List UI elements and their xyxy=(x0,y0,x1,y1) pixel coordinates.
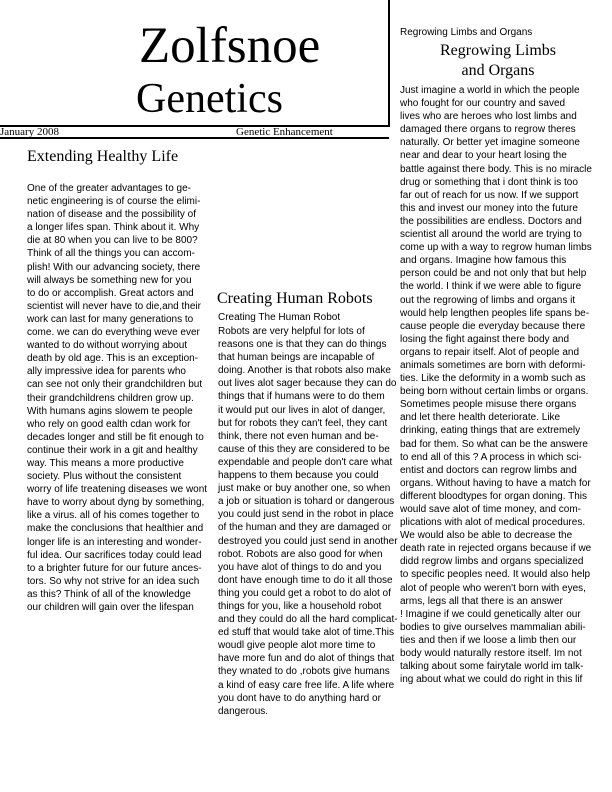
limbs-headline: Regrowing Limbs and Organs xyxy=(440,42,556,79)
issue-date: January 2008 xyxy=(0,126,59,138)
limbs-section-label: Regrowing Limbs and Organs xyxy=(400,27,533,38)
masthead-rule xyxy=(0,137,389,139)
robots-headline: Creating Human Robots xyxy=(217,290,373,307)
robots-subhead: Creating The Human Robot xyxy=(218,312,341,323)
newsletter-title-line2: Genetics xyxy=(136,76,283,122)
issue-topic: Genetic Enhancement xyxy=(236,126,333,138)
healthy-life-body: One of the greater advantages to ge- netic engineering is of course the elimi- nation of disease and the possibility of a longer lifes span. Think about it. Why die at 80 when you can live to be 800? Think of all the things you can accom- plish! With our advancing society, there will always be something new for you to do or accomplish. Great actors and scientist will never have to die,and their work can last for many generations to come. we can do everything weve ever wanted to do without worrying about death by old age. This is an exception- ally impressive idea for parents who can see not only their grandchildren but their grandchildrens children grow up. With humans agins slowem te people who rely on good ealth cdan work for decades longer and still be fit enough to continue their work in a git and healthy way. This means a more productive society. Plus without the consistent worry of life treatening diseases we wont have to worry about dyng by something, like a virus. all of his comes together to make the conclusions that healthier and longer life is an interesting and wonder- ful idea. Our sacrifices today could lead to a brighter future for our future ances- tors. So why not strive for an idea such as this? Think of all of the knowledge our children will gain over the lifespan xyxy=(27,183,208,613)
healthy-life-headline: Extending Healthy Life xyxy=(27,148,179,165)
robots-body: Robots are very helpful for lots of reasons one is that they can do things that human beings are incapable of doing. Another is that robots also make out lives alot sager because they can do things that if humans were to do them it would put our lives in alot of danger, but for robots they can't feel, they cant think, there not even human and be- cause of this they are considered to be expendable and people don't care what happens to them because you could just make or buy another one, so when a job or situation is tohard or dangerous you could just send in the robot in place of the human and they are damaged or destroyed you could just send in another robot. Robots are also good for when you have alot of things to do and you dont have enough time to do it all those thing you could get a robot to do alot of things for you, like a household robot and they could do all the hard complicat- ed stuff that would take alot of time.This woudl give people alot more time to have more fun and do alot of things that they wnated to do ,robots give humans a kind of easy care free life. A life where you dont have to do anything hard or dangerous. xyxy=(218,326,398,717)
newsletter-title-line1: Zolfsnoe xyxy=(139,18,321,74)
limbs-body: Just imagine a world in which the people who fought for our country and saved lives who are heroes who lost limbs and damaged there organs to regrow theres naturally. Or better yet imagine someone near and dear to your heart losing the battle against there body. This is no miracle drug or something that i dont think is too far out of reach for us now. If we support this and invest our money into the future the possibilities are endless. Doctors and scientist all around the world are trying to come up with a way to regrow human limbs and organs. Imagine how famous this person could be and not only that but help the world. I think if we were able to figure out the regrowing of limbs and organs it would help lengthen peoples life spans be- cause people die everyday because there losing the fight against there body and organs to repair itself. Alot of people and animals sometimes are born with deformi- ties. Like the deformity in a womb such as being born without certain limbs or organs. Sometimes people misuse there organs and let there health deteriorate. Like drinking, eating things that are extremely bad for them. So what can be the answere to end all of this ? A process in which sci- entist and doctors can regrow limbs and organs. Without having to have a match for different bloodtypes for organ doning. This would save alot of time money, and com- plications with alot of medical procedures. We would also be able to decrease the death rate in rejected organs because if we didd regrow limbs and organs specialized to specific peoples need. It would also help alot of people who weren't born with eyes, arms, legs all that there is an answer ! Imagine if we could genetically alter our bodies to give ourselves mammalian abili- ties and then if we loose a limb then our body would naturally restore itself. Im not talking about some fairytale world im talk- ing about what we could do right in this lif xyxy=(400,85,592,686)
